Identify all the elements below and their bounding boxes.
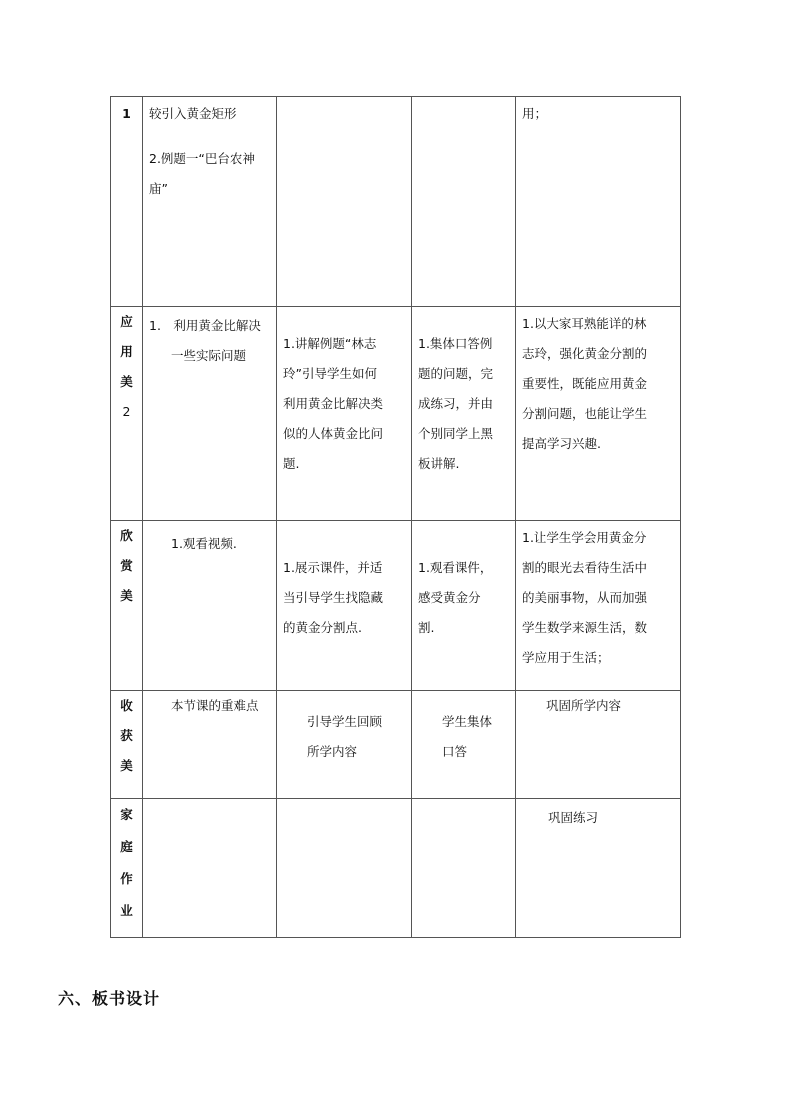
teacher-cell: [277, 691, 412, 799]
student-line: 割.: [418, 620, 435, 635]
intent-line: 志玲，强化黄金分割的: [522, 346, 648, 361]
stage-char: 获: [120, 728, 133, 743]
table-row: [111, 521, 681, 691]
teacher-cell: [277, 307, 412, 521]
stage-char: 2: [122, 404, 131, 419]
content-line: 2.例题一“巴台农神: [149, 151, 255, 166]
teacher-cell: [277, 799, 412, 938]
student-line: 1.观看课件，: [418, 560, 493, 575]
stage-char: 美: [120, 588, 133, 603]
intent-line: 重要性，既能应用黄金: [522, 376, 648, 391]
student-cell: [412, 799, 516, 938]
stage-char: 家: [120, 807, 133, 822]
teacher-line: 利用黄金比解决类: [283, 396, 384, 411]
student-line: 板讲解.: [418, 456, 460, 471]
student-cell: [412, 97, 516, 307]
stage-char: 欣: [120, 528, 133, 543]
content-line: 1. 利用黄金比解决: [149, 318, 261, 333]
teacher-line: 1.展示课件，并适: [283, 560, 383, 575]
student-cell: [412, 691, 516, 799]
stage-label: 1: [122, 106, 131, 121]
intent-line: 1.让学生学会用黄金分: [522, 530, 647, 545]
teacher-line: 似的人体黄金比问: [283, 426, 384, 441]
content-line: 一些实际问题: [171, 348, 247, 363]
student-line: 个别同学上黑: [418, 426, 494, 441]
intent-line: 提高学习兴趣.: [522, 436, 601, 451]
teacher-line: 题.: [283, 456, 300, 471]
stage-char: 作: [120, 871, 133, 886]
table-row: [111, 691, 681, 799]
student-line: 题的问题，完: [418, 366, 494, 381]
content-line: 较引入黄金矩形: [149, 106, 237, 121]
teacher-line: 所学内容: [307, 744, 358, 759]
intent-line: 割的眼光去看待生活中: [522, 560, 648, 575]
content-cell: [143, 521, 277, 691]
student-line: 学生集体: [442, 714, 493, 729]
intent-line: 学生数学来源生活，数: [522, 620, 648, 635]
student-line: 感受黄金分: [418, 590, 481, 605]
teacher-line: 1.讲解例题“林志: [283, 336, 377, 351]
table-row: [111, 799, 681, 938]
teacher-cell: [277, 97, 412, 307]
stage-char: 应: [120, 314, 133, 329]
stage-cell: [111, 307, 143, 521]
intent-line: 的美丽事物，从而加强: [522, 590, 648, 605]
content-line: 本节课的重难点: [171, 698, 259, 713]
stage-cell: [111, 97, 143, 307]
student-line: 成练习，并由: [418, 396, 494, 411]
teacher-line: 引导学生回顾: [307, 714, 383, 729]
content-line: 庙”: [149, 181, 168, 196]
intent-line: 学应用于生活；: [522, 650, 610, 665]
student-cell: [412, 307, 516, 521]
stage-char: 美: [120, 374, 133, 389]
stage-char: 用: [120, 344, 133, 359]
content-line: 1.观看视频.: [171, 536, 237, 551]
stage-char: 美: [120, 758, 133, 773]
table-row: [111, 97, 681, 307]
content-cell: [143, 799, 277, 938]
section-heading: 六、板书设计: [58, 989, 161, 1008]
student-cell: [412, 521, 516, 691]
stage-cell: [111, 691, 143, 799]
stage-char: 收: [120, 698, 133, 713]
teacher-line: 当引导学生找隐藏: [283, 590, 384, 605]
table-row: [111, 307, 681, 521]
intent-line: 用；: [522, 106, 548, 121]
intent-cell: [516, 799, 681, 938]
intent-line: 巩固练习: [548, 810, 599, 825]
content-cell: [143, 307, 277, 521]
teacher-line: 玲”引导学生如何: [283, 366, 377, 381]
intent-line: 1.以大家耳熟能详的林: [522, 316, 647, 331]
teacher-cell: [277, 521, 412, 691]
lesson-plan-table: [110, 96, 681, 938]
student-line: 1.集体口答例: [418, 336, 493, 351]
intent-cell: [516, 97, 681, 307]
intent-cell: [516, 691, 681, 799]
stage-char: 业: [120, 903, 133, 918]
intent-cell: [516, 521, 681, 691]
content-cell: [143, 97, 277, 307]
stage-cell: [111, 799, 143, 938]
intent-line: 巩固所学内容: [546, 698, 622, 713]
stage-cell: [111, 521, 143, 691]
content-cell: [143, 691, 277, 799]
teacher-line: 的黄金分割点.: [283, 620, 362, 635]
student-line: 口答: [442, 744, 468, 759]
stage-char: 赏: [120, 558, 133, 573]
stage-char: 庭: [120, 839, 133, 854]
intent-cell: [516, 307, 681, 521]
intent-line: 分割问题，也能让学生: [522, 406, 648, 421]
